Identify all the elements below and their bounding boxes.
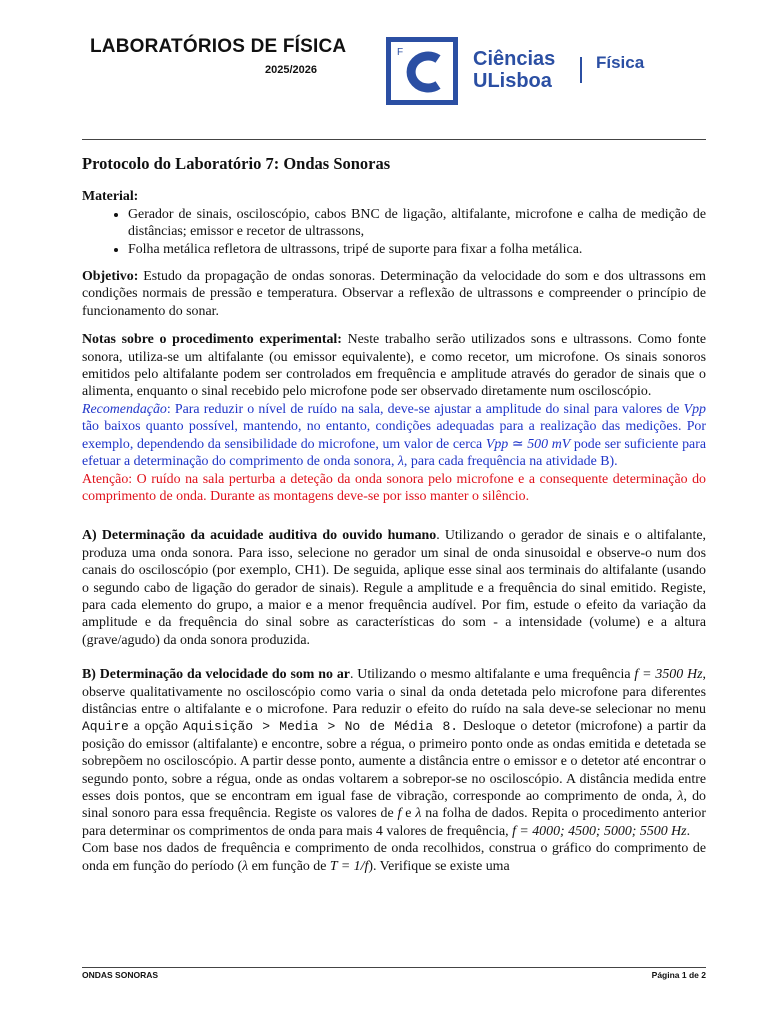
- section-b-text: e: [401, 806, 416, 822]
- header-year: 2025/2026: [265, 64, 317, 76]
- section-b-text: , observe qualitativamente no osciloscópio como varia o sinal da onda detetada pelo microfone para diferentes distâncias entre o altifalante e o microfone. Para reduzir o efeito do ruído na sala deve-se selecionar no menu: [82, 667, 706, 717]
- section-a-text: . Utilizando o gerador de sinais e o altifalante, produza uma onda sonora. Para isso, selecione no gerador um sinal de onda sinusoidal e observe-o num dos canais do osciloscópio (por exemplo, CH1). De seguida, aplique esse sinal aos terminais do altifalante (usando o segundo cabo de ligação do gerador de sinais). Regule a amplitude e a frequência do sinal emitido. Registe, para cada elemento do grupo, a maior e a menor frequência audível. Por fim, estude o efeito da variação da amplitude e da frequência do sinal sobre as características do som - a intensidade (volume) e a altura (grave/agudo) da onda sonora produzida.: [82, 528, 706, 648]
- lambda-symbol: λ: [397, 454, 404, 470]
- frequency-list: f = 4000; 4500; 5000; 5500 Hz: [512, 823, 687, 839]
- notes-paragraph: [82, 331, 706, 401]
- section-b-text: ). Verifique se existe uma: [368, 858, 510, 874]
- frequency-equation: f = 3500 Hz: [634, 667, 703, 683]
- section-b-text: em função de: [248, 858, 330, 874]
- section-b-text: Com base nos dados de frequência e comprimento de onda recolhidos, construa o gráfico do comprimento de onda em função do período (: [82, 841, 706, 874]
- vpp-symbol: Vpp: [485, 436, 509, 452]
- objective-text: Estudo da propagação de ondas sonoras. Determinação da velocidade do som e dos ultrassons em condições normais de pressão e temperatura. Observar a reflexão de ultrassons e compreender o princípio de funcionamento do sonar.: [82, 269, 706, 319]
- logo-name-line2: ULisboa: [473, 70, 552, 92]
- logo-separator: [580, 57, 582, 83]
- section-b-text: . Utilizando o mesmo altifalante e uma frequência: [349, 667, 635, 683]
- approx-symbol: ≃: [508, 436, 528, 452]
- section-b-heading: B) Determinação da velocidade do som no ar: [82, 667, 350, 683]
- header-title: LABORATÓRIOS DE FÍSICA: [90, 36, 347, 57]
- footer-title: ONDAS SONORAS: [82, 970, 159, 980]
- recommendation-text: pode ser suficiente para efetuar a determinação do comprimento de onda sonora,: [82, 436, 706, 470]
- objective-label: Objetivo:: [82, 269, 139, 285]
- list-item: • Gerador de sinais, osciloscópio, cabos BNC de ligação, altifalante, microfone e calha de medição de distâncias; emissor e recetor de ultrassons,: [128, 206, 706, 241]
- recommendation-text: tão baixos quanto possível, mantendo, no entanto, condições adequadas para a realização das medições. Por exemplo, dependendo da sensibilidade do microfone, um valor de cerca: [82, 419, 706, 452]
- logo-small-letter: F: [397, 47, 404, 58]
- attention-paragraph: Atenção: O ruído na sala perturba a deteção da onda sonora pelo microfone e a consequente determinação do comprimento de onda. Durante as montagens deve-se por isso manter o silêncio.: [82, 471, 706, 504]
- f-symbol: f: [397, 806, 402, 822]
- section-b-paragraph: [82, 666, 706, 840]
- section-b-text: .: [686, 823, 691, 839]
- section-b-text: a opção: [128, 719, 183, 735]
- menu-option: Aquisição > Media > No de Média 8.: [182, 719, 459, 735]
- menu-name: Aquire: [82, 719, 129, 735]
- document-body: [82, 152, 706, 875]
- period-equation: T = 1/f: [329, 858, 369, 874]
- objective-paragraph: [82, 268, 706, 320]
- header-divider: [82, 139, 706, 140]
- list-item: • Folha metálica refletora de ultrassons, tripé de suporte para fixar a folha metálica.: [128, 241, 706, 258]
- recommendation-text: : Para reduzir o nível de ruído na sala, deve-se ajustar a amplitude do sinal para valores de: [166, 401, 684, 417]
- page-title: Protocolo do Laboratório 7: Ondas Sonoras: [82, 154, 391, 173]
- voltage-value: 500 mV: [527, 436, 571, 452]
- notes-text: Neste trabalho serão utilizados sons e ultrassons. Como fonte sonora, utiliza-se um altifalante (ou emissor equivalente), e como recetor, um microfone. Os sinais sonoros emitidos pelo altifalante podem ser controlados em frequência e amplitude através do gerador de sinais que o alimenta, enquanto o sinal recebido pelo microfone pode ser observado diretamente num osciloscópio.: [82, 332, 706, 400]
- section-b-paragraph-2: [82, 840, 706, 875]
- recommendation-text: , para cada frequência na atividade B).: [403, 454, 618, 470]
- recommendation-label: Recomendação: [82, 401, 167, 417]
- section-b-text: Desloque o detetor (microfone) a partir da posição do emissor (altifalante) e encontre, sobre a régua, o primeiro ponto onde as ondas emitida e detetada se sobrepõem no osciloscópio. A partir desse ponto, aumente a distância entre o emissor e o detetor até encontrar o segundo ponto, sobre a régua, onde as ondas voltarem a sobrepor-se no osciloscópio. A distância medida entre esses dois pontos, que se encontram em igual fase de vibração, corresponde ao comprimento de onda,: [82, 719, 707, 804]
- footer-divider: [82, 967, 706, 968]
- logo-name-line1: Ciências: [473, 48, 556, 70]
- logo-department: Física: [596, 53, 645, 72]
- lambda-symbol: λ: [242, 858, 249, 874]
- material-label: Material:: [82, 189, 139, 205]
- material-list: [82, 206, 706, 258]
- notes-label: Notas sobre o procedimento experimental:: [82, 332, 342, 348]
- section-b-text: na folha de dados. Repita o procedimento anterior para determinar os comprimentos de onda para mais 4 valores de frequência,: [82, 806, 706, 839]
- recommendation-paragraph: [82, 401, 706, 471]
- section-a-paragraph: [82, 527, 706, 649]
- vpp-symbol: Vpp: [683, 401, 706, 417]
- logo-name: [473, 48, 555, 92]
- lambda-symbol: λ: [677, 789, 684, 804]
- section-a-heading: A) Determinação da acuidade auditiva do ouvido humano: [82, 528, 437, 544]
- lambda-symbol: λ: [415, 806, 422, 822]
- ciencias-logo: [386, 37, 458, 105]
- section-b-text: , do sinal sonoro para essa frequência. Registe os valores de: [82, 789, 706, 822]
- page-number: Página 1 de 2: [651, 970, 706, 980]
